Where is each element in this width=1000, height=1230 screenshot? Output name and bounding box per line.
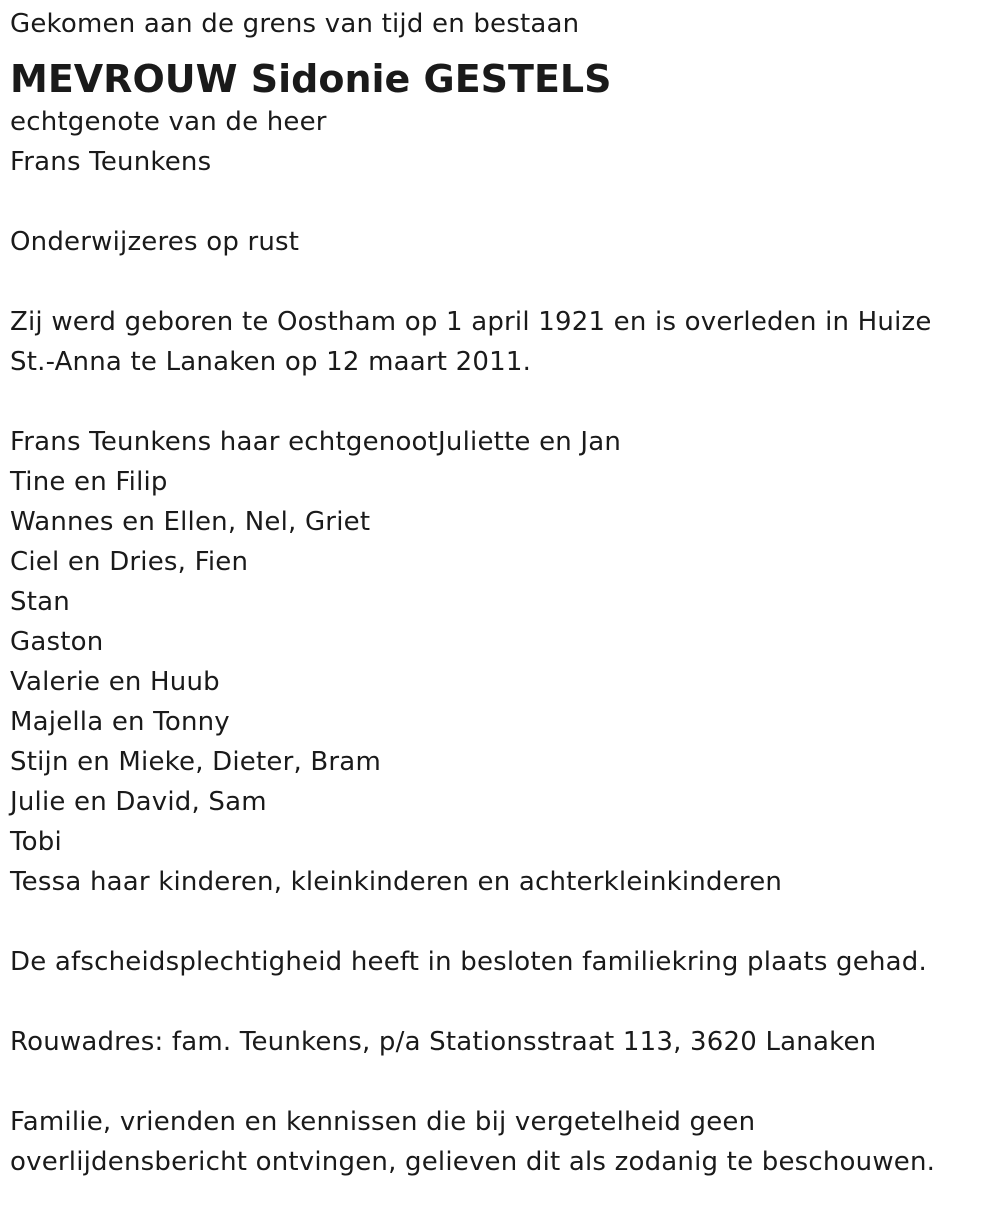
spacer (10, 382, 985, 422)
notice-block (10, 1102, 985, 1182)
spacer (10, 982, 985, 1022)
family-line: Wannes en Ellen, Nel, Griet (10, 507, 371, 537)
spacer (10, 262, 985, 302)
obituary-document (10, 4, 985, 1182)
ceremony-line: De afscheidsplechtigheid heeft in besloten familiekring plaats gehad. (10, 947, 927, 977)
family-line: Tobi (10, 827, 62, 857)
profession-line: Onderwijzeres op rust (10, 227, 300, 257)
notice-line-2: overlijdensbericht ontvingen, gelieven dit als zodanig te beschouwen. (10, 1147, 936, 1177)
family-line: Majella en Tonny (10, 707, 230, 737)
birth-death-line-2: St.-Anna te Lanaken op 12 maart 2011. (10, 347, 532, 377)
birth-death-block (10, 302, 985, 382)
family-line: Stijn en Mieke, Dieter, Bram (10, 747, 381, 777)
family-line: Valerie en Huub (10, 667, 220, 697)
family-line: Frans Teunkens haar echtgenootJuliette en Jan (10, 427, 622, 457)
intro-line: Gekomen aan de grens van tijd en bestaan (10, 9, 580, 39)
family-line: Julie en David, Sam (10, 787, 267, 817)
spacer (10, 1062, 985, 1102)
family-line: Stan (10, 587, 70, 617)
notice-line-1: Familie, vrienden en kennissen die bij vergetelheid geen (10, 1107, 756, 1137)
spacer (10, 902, 985, 942)
spouse-line-2: Frans Teunkens (10, 147, 212, 177)
spouse-block (10, 102, 985, 182)
family-line: Ciel en Dries, Fien (10, 547, 249, 577)
spacer (10, 182, 985, 222)
spouse-line-1: echtgenote van de heer (10, 107, 327, 137)
mourning-address-line: Rouwadres: fam. Teunkens, p/a Stationsstraat 113, 3620 Lanaken (10, 1027, 877, 1057)
family-line: Tessa haar kinderen, kleinkinderen en achterkleinkinderen (10, 867, 783, 897)
family-line: Tine en Filip (10, 467, 168, 497)
family-list (10, 422, 985, 902)
family-line: Gaston (10, 627, 104, 657)
deceased-name-title: MEVROUW Sidonie GESTELS (10, 57, 612, 101)
birth-death-line-1: Zij werd geboren te Oostham op 1 april 1921 en is overleden in Huize (10, 307, 932, 337)
